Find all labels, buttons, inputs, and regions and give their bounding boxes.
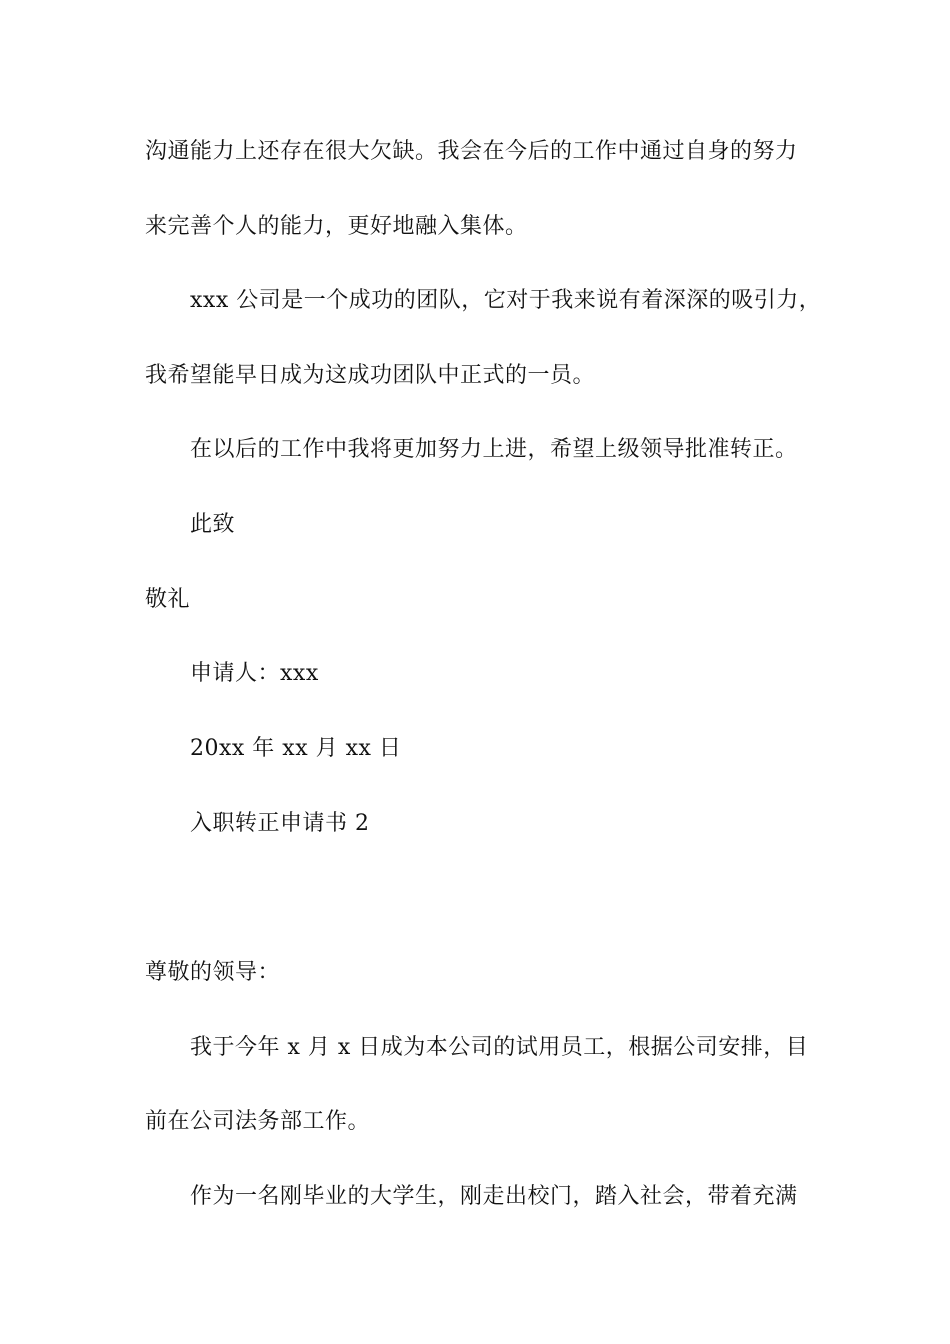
paragraph-line: xxx 公司是一个成功的团队，它对于我来说有着深深的吸引力， — [190, 288, 822, 313]
paragraph-line: 作为一名刚毕业的大学生，刚走出校门，踏入社会，带着充满 — [190, 1184, 798, 1209]
paragraph-line: 来完善个人的能力，更好地融入集体。 — [145, 214, 528, 239]
paragraph-line: 我于今年 x 月 x 日成为本公司的试用员工，根据公司安排，目 — [190, 1035, 809, 1060]
paragraph-line: 沟通能力上还存在很大欠缺。我会在今后的工作中通过自身的努力 — [145, 139, 798, 164]
closing-salutation: 此致 — [190, 512, 236, 537]
greeting: 尊敬的领导： — [145, 960, 281, 985]
section-title: 入职转正申请书 2 — [190, 811, 370, 836]
paragraph-line: 前在公司法务部工作。 — [145, 1109, 371, 1134]
closing-regards: 敬礼 — [145, 587, 191, 612]
paragraph-line: 在以后的工作中我将更加努力上进，希望上级领导批准转正。 — [190, 437, 798, 462]
applicant-signature: 申请人：xxx — [190, 661, 319, 686]
paragraph-line: 我希望能早日成为这成功团队中正式的一员。 — [145, 363, 596, 388]
date-line: 20xx 年 xx 月 xx 日 — [190, 736, 402, 761]
